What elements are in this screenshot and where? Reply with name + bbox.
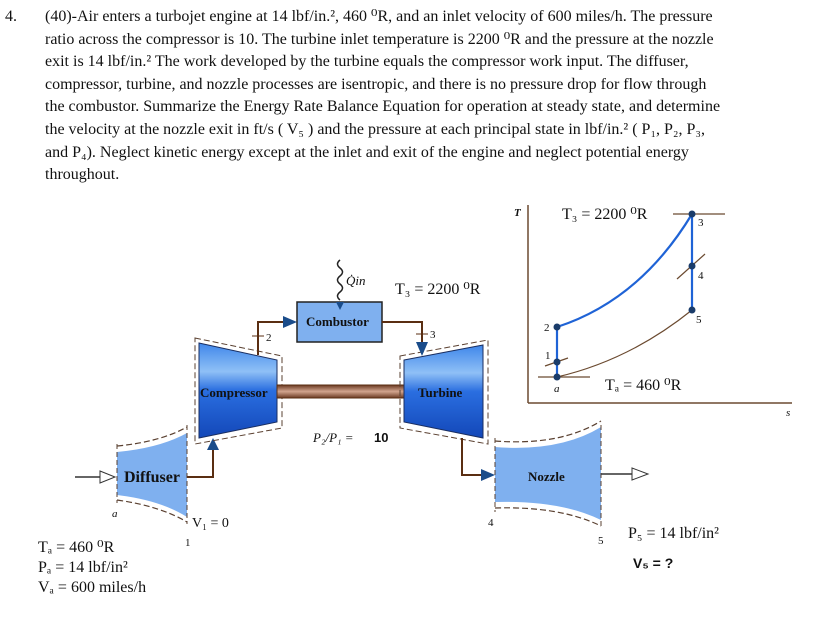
exit-velocity: V₅ = ? <box>633 555 674 571</box>
diffuser-label: Diffuser <box>124 469 180 486</box>
heat-input-label: Q̇in <box>346 273 366 288</box>
label-3: 3 <box>698 217 704 229</box>
inlet-pressure: Pₐ = 14 lbf/in² <box>38 559 128 576</box>
nozzle <box>495 421 601 528</box>
heat-addition-curve <box>557 214 692 327</box>
turbine-inlet-temp: T₃ = 2200 ⁰R <box>395 281 481 298</box>
state-3-label: 3 <box>430 329 436 341</box>
point-2 <box>554 324 561 331</box>
arrow-4 <box>481 469 495 481</box>
problem-line: ratio across the compressor is 10. The turbine inlet temperature is 2200 ⁰R and the pressure at the nozzle <box>45 30 714 48</box>
shaft <box>277 385 404 398</box>
turbine <box>400 340 488 444</box>
pipe-3 <box>382 322 422 344</box>
diffuser <box>117 425 187 524</box>
problem-line: and P₄). Neglect kinetic energy except at the inlet and exit of the engine and neglect potential energy <box>45 143 689 161</box>
exit-arrow <box>601 468 648 480</box>
label-a: a <box>554 383 560 395</box>
compressor-label: Compressor <box>200 385 268 400</box>
exit-pressure: P₅ = 14 lbf/in² <box>628 525 719 542</box>
v1-label: V₁ = 0 <box>192 516 229 531</box>
point-3 <box>689 211 696 218</box>
s-axis-label: s <box>786 407 791 419</box>
problem-line: the combustor. Summarize the Energy Rate Balance Equation for operation at steady state, and determine <box>45 98 721 116</box>
state-a-label: a <box>112 508 118 520</box>
problem-number: 4. <box>5 8 17 25</box>
pressure-ratio-label: P₂/P₁ = <box>313 430 354 445</box>
state-1-label: 1 <box>185 537 191 549</box>
problem-line: the velocity at the nozzle exit in ft/s ( V₅ ) and the pressure at each principal state in lbf/in.² ( P₁, P₂, P₃, <box>45 121 705 138</box>
combustor-label: Combustor <box>306 314 369 329</box>
pipe-2 <box>258 322 285 355</box>
point-a <box>554 374 561 381</box>
problem-line: (40)-Air enters a turbojet engine at 14 lbf/in.², 460 ⁰R, and an inlet velocity of 600 miles/h. The pressure <box>45 8 713 25</box>
compressor <box>195 338 282 444</box>
state-5-label: 5 <box>598 535 604 547</box>
label-4: 4 <box>698 270 704 282</box>
label-2: 2 <box>544 322 550 334</box>
nozzle-label: Nozzle <box>528 469 565 484</box>
state-2-label: 2 <box>266 332 272 344</box>
t3-label: T₃ = 2200 ⁰R <box>562 206 648 223</box>
label-1: 1 <box>545 350 551 362</box>
problem-line: throughout. <box>45 166 120 184</box>
t-axis-label: T <box>514 207 521 219</box>
point-5 <box>689 307 696 314</box>
inlet-arrow <box>75 471 115 483</box>
arrow-2 <box>283 316 297 328</box>
turbine-label: Turbine <box>418 385 463 400</box>
ts-diagram <box>514 205 792 419</box>
problem-line: exit is 14 lbf/in.² The work developed by the turbine equals the compressor work input. The diffuser, <box>45 53 689 71</box>
arrow-3 <box>416 342 428 356</box>
problem-line: compressor, turbine, and nozzle processes are isentropic, and there is no pressure drop for flow through <box>45 75 707 93</box>
inlet-temperature: Tₐ = 460 ⁰R <box>38 539 115 556</box>
pipe-4 <box>462 438 483 475</box>
ta-label: Tₐ = 460 ⁰R <box>605 377 682 394</box>
pressure-ratio-value: 10 <box>374 430 389 445</box>
point-1 <box>554 359 561 366</box>
heat-input-wiggle <box>338 260 343 300</box>
state-4-label: 4 <box>488 517 494 529</box>
label-5: 5 <box>696 314 702 326</box>
point-4 <box>689 263 696 270</box>
inlet-velocity: Vₐ = 600 miles/h <box>38 579 147 596</box>
